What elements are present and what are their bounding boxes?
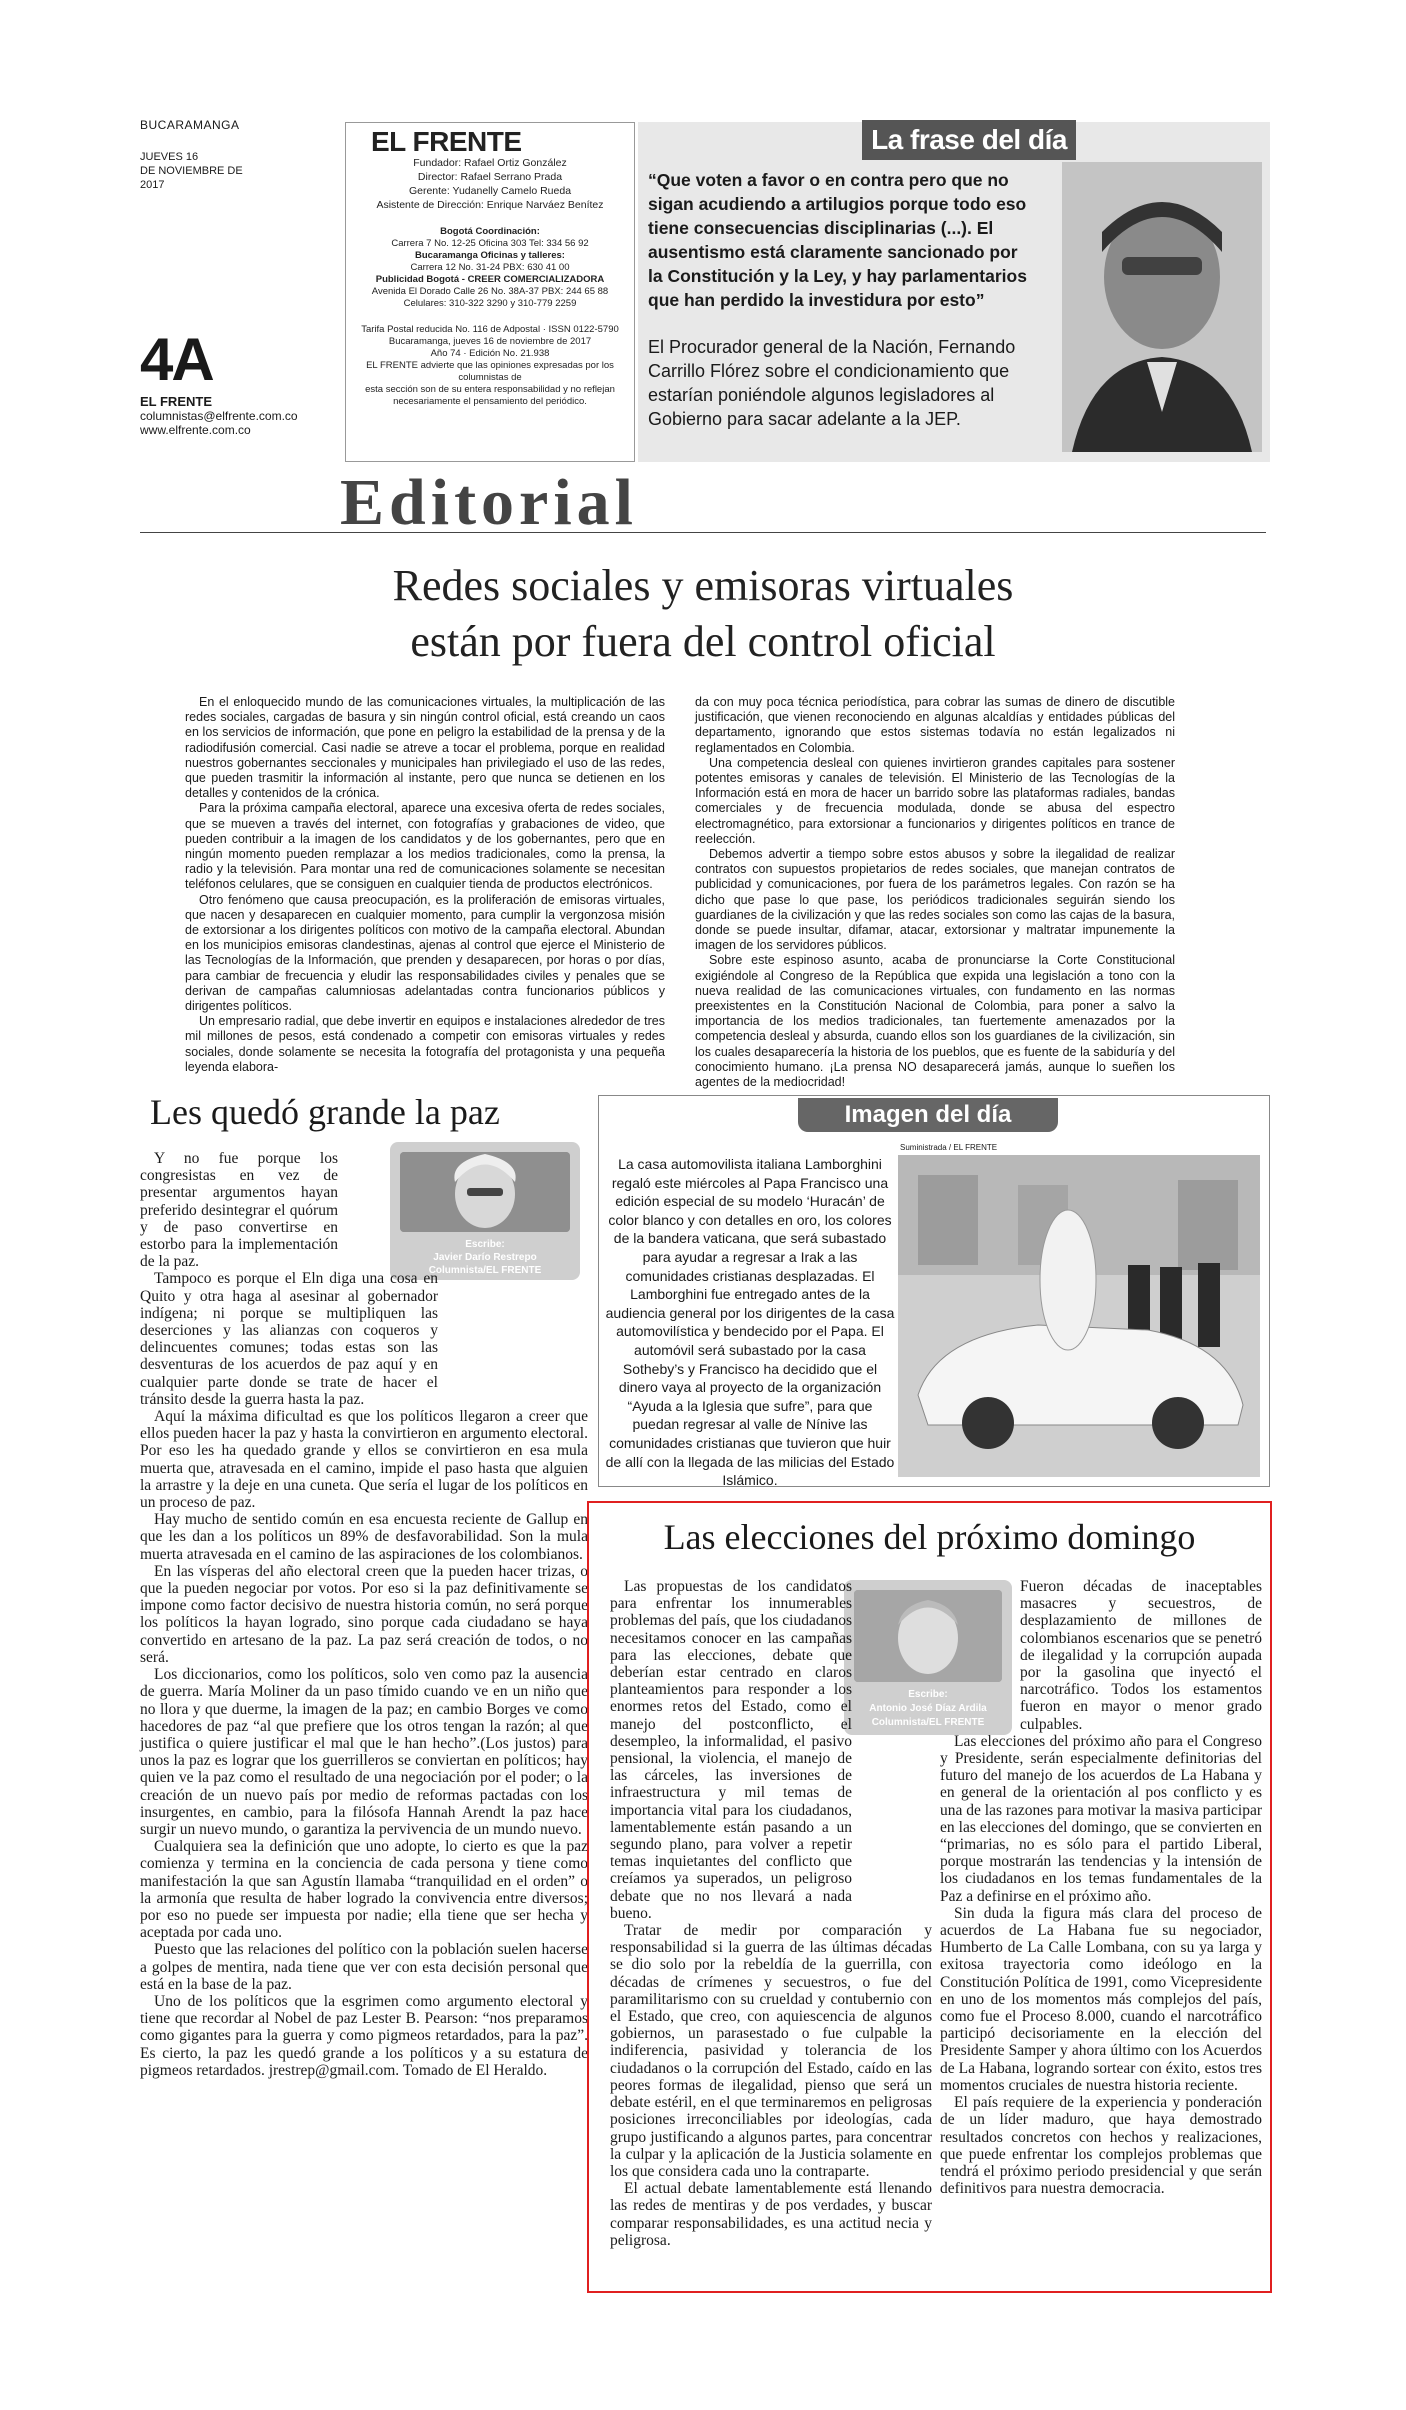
paragraph: Las elecciones del próximo año para el Congreso y Presidente, serán especialmente definitorias del futuro del manejo de los acuerdos de La Habana y en general de la orientación al pos conflicto y es una de las razones para motivar la masiva participar en las elecciones del domingo, que se convierten en “primarias, no es sólo para el partido Liberal, porque mostrarán las tendencias y la intensión de los ciudadanos en los temas fundamentales de la Paz a definirse en el próximo año. xyxy=(940,1732,1262,1905)
author-label: Escribe: xyxy=(908,1689,948,1700)
legal-notes xyxy=(356,324,624,408)
column-body-left xyxy=(610,1578,932,2249)
publication-info xyxy=(140,395,298,437)
section-heading: Editorial xyxy=(340,466,639,539)
paragraph: Uno de los políticos que la esgrimen como argumento electoral y tiene que recordar al Nobel de paz Lester B. Pearson: “nos preparamos como gigantes para la guerra y como pigmeos retardados, para la paz”. Es cierto, la paz les quedó grande a los políticos y a su estatura de pigmeos retardados. jrestrep@gmail.com. Tomado de El Heraldo. xyxy=(140,1992,588,2079)
paragraph: En el enloquecido mundo de las comunicaciones virtuales, la multiplicación de las redes sociales, cargadas de basura y sin ningún control oficial, está creando un caos en los servicios de información, que pone en peligro la estabilidad de la prensa y de la radiodifusión comercial. Casi nadie se atreve a tocar el problema, porque en realidad nuestros gobernantes seccionales y municipales han privilegiado el uso de las redes, que pueden trasmitir la información al instante, pero que nunca se detienen en los detalles y contenidos de la crónica. xyxy=(185,695,665,801)
paragraph: Tampoco es porque el Eln diga una cosa en Quito y otra haga al asesinar al gobernador indígena; ni porque se multipliquen las deserciones y las alianzas con coqueros y delincuentes comunes; todas estas son las desventuras de los acuerdos de paz aquí y en cualquier parte donde se trate de hacer el tránsito desde la guerra hasta la paz. xyxy=(140,1270,438,1408)
paragraph: Fueron décadas de inaceptables masacres y secuestros, de desplazamiento de millones de colombianos escenarios que se penetró de ilegalidad y la corrupción aupada por la gasolina que inyectó el narcotráfico. Todos los estamentos fueron en mayor o menor grado culpables. xyxy=(1020,1578,1262,1733)
paper-name: EL FRENTE xyxy=(371,126,522,157)
car-photo-illustration xyxy=(898,1155,1260,1477)
website-link[interactable]: www.elfrente.com.co xyxy=(140,423,251,437)
contact-line: Avenida El Dorado Calle 26 No. 38A-37 PBX: 244 65 88 xyxy=(371,286,609,297)
paragraph: Sin duda la figura más clara del proceso de acuerdos de La Habana fue su negociador, Humberto de La Calle Lombana, con su ya larga y exitosa trayectoria como ideólogo en la Constitución Política de 1991, como Vicepresidente en uno de los momentos más complejos del país, como fue el Proceso 8.000, cuando el narcotráfico participó decisoriamente en la elección del Presidente Samper y ahora último con los Acuerdos de La Habana, logrando sortear con éxito, estos tres momentos cruciales de nuestra historia reciente. xyxy=(940,1904,1262,2094)
staff-info-box xyxy=(345,122,635,462)
author-name: Antonio José Díaz Ardila xyxy=(869,1703,987,1714)
contact-list xyxy=(356,226,624,310)
column-title: Las elecciones del próximo domingo xyxy=(663,1517,1196,1557)
editorial-title-line: Redes sociales y emisoras virtuales xyxy=(392,561,1014,610)
column-title: Les quedó grande la paz xyxy=(150,1092,500,1132)
column-body xyxy=(140,1150,588,2079)
paper-name-small: EL FRENTE xyxy=(140,394,212,409)
author-label: Escribe: xyxy=(465,1239,505,1250)
photo-credit: Suministrada / EL FRENTE xyxy=(900,1143,998,1152)
author-role: Columnista/EL FRENTE xyxy=(871,1717,985,1728)
page-number: 4A xyxy=(140,326,213,393)
staff-line: Director: Rafael Serrano Prada xyxy=(417,171,563,183)
paragraph: Una competencia desleal con quienes invirtieron grandes capitales para sostener potentes emisoras y canales de televisión. El Ministerio de las Tecnologías de la Información está en mora de hacer un barrido sobre las plataformas radiales, bandas comerciales y de frecuencia modulada, donde se abusa del espectro electromagnético, para extorsionar a funcionarios y dirigentes políticos en trance de reelección. xyxy=(695,755,1175,846)
image-of-day-title: Imagen del día xyxy=(798,1098,1058,1132)
city-label: BUCARAMANGA xyxy=(140,118,240,132)
column-body-right xyxy=(940,1578,1262,2197)
quote-caption: El Procurador general de la Nación, Fernando Carrillo Flórez sobre el condicionamiento que estarían poniéndole algunos legisladores al Gobierno para sacar adelante a la JEP. xyxy=(648,337,1016,429)
staff-list xyxy=(356,156,624,212)
paragraph: Otro fenómeno que causa preocupación, es la proliferación de emisoras virtuales, que nacen y desaparecen en cualquier momento, para cumplir la vergonzosa misión de extorsionar a los dirigentes políticos con motivo de la campaña electoral. Abundan en los municipios emisoras clandestinas, ajenas al control que ejerce el Ministerio de las Tecnologías de la Información, que prenden y desaparecen, por horas o por días, para cambiar de frecuencia y eludir las responsabilidades civiles y penales que se derivan de campañas calumniosas adelantadas contra funcionarios públicos y dirigentes políticos. xyxy=(185,892,665,1014)
paragraph: Un empresario radial, que debe invertir en equipos e instalaciones alrededor de tres mil millones de pesos, está condenado a competir con emisoras virtuales y redes sociales, donde solamente se necesita la fotografía del protagonista y una pequeña leyenda elabora- xyxy=(185,1014,665,1074)
paragraph: Los diccionarios, como los políticos, solo ven como paz la ausencia de guerra. María Moliner da un paso tímido cuando ve en un niño que no llora y que duerme, la imagen de la paz; en cambio Borges ve como hacedores de paz “al que prefiere que los otros tengan la razón; al que justifica o quiere justificar el mal que le han hecho”.(Los justos) para unos la paz es lograr que los guerrilleros se conviertan en políticos; hay quien ve la paz como el resultado de una negociación por el poder; o la creación de un nuevo país por medio de reformas pactadas con los insurgentes, en cambio, para la filósofa Hannah Arendt la paz hace surgir un nuevo mundo, o garantiza la pervivencia de un mundo nuevo. xyxy=(140,1666,588,1838)
paragraph: Las propuestas de los candidatos para enfrentar los innumerables problemas del país, que los ciudadanos necesitamos conocer en las campañas para las elecciones, debate que deberían estar centrado en claros planteamientos para responder a los enormes retos del Estado, como el manejo del postconflicto, el desempleo, la informalidad, el pasivo pensional, la violencia, el manejo de las cárceles, las inversiones de infraestructura y mil temas de importancia vital para los ciudadanos, lamentablemente están pasando a un segundo plano, para volver a repetir temas inquietantes del conflicto que creíamos ya superados, un peligroso debate que no nos llevará a nada bueno. xyxy=(610,1578,852,1922)
legal-line: esta sección son de su entera responsabilidad y no reflejan xyxy=(365,384,615,395)
paragraph: El país requiere de la experiencia y ponderación de un líder maduro, que haya demostrado resultados concretos con hechos y realizaciones, que puede enfrentar los complejos problemas que tendrá el próximo periodo presidencial y que serán definitivos para nuestra democracia. xyxy=(940,2094,1262,2198)
contact-line: Bucaramanga Oficinas y talleres: xyxy=(415,250,565,261)
legal-line: Tarifa Postal reducida No. 116 de Adpostal · ISSN 0122-5790 xyxy=(361,324,619,335)
editorial-title-line: están por fuera del control oficial xyxy=(410,617,996,666)
legal-line: Bucaramanga, jueves 16 de noviembre de 2017 xyxy=(388,336,592,347)
staff-line: Gerente: Yudanelly Camelo Rueda xyxy=(408,185,572,197)
paragraph: Hay mucho de sentido común en esa encuesta reciente de Gallup en que les dan a los políticos un 89% de desfavorabilidad. Son la mula muerta atravesada en el camino de las aspiraciones de los colombianos. xyxy=(140,1511,588,1563)
quote-text: “Que voten a favor o en contra pero que no sigan acudiendo a artilugios porque todo eso tiene consecuencias disciplinarias (...). El ausentismo está claramente sancionado por la Constitución y la Ley, y hay parlamentarios que han perdido la investidura por esto” xyxy=(648,170,1027,310)
contact-line: Carrera 12 No. 31-24 PBX: 630 41 00 xyxy=(410,262,570,273)
speaker-photo xyxy=(1062,162,1262,452)
photo-caption: La casa automovilista italiana Lamborghini regaló este miércoles al Papa Francisco una edición especial de su modelo ‘Huracán’ de color blanco y con detalles en oro, los colores de la bandera vaticana, que será subastado para ayudar a regresar a Irak a las comunidades cristianas desplazadas. El Lamborghini fue entregado antes de la audiencia general por los dirigentes de la casa automovilística y bendecido por el Papa. El automóvil será subastado por la casa Sotheby’s y Francisco ha decidido que el dinero vaya al proyecto de la organización “Ayuda a la Iglesia que sufre”, para que puedan regresar al valle de Nínive las comunidades cristianas que tuvieron que huir de allí con la llegada de las milicias del Estado Islámico. xyxy=(605,1156,895,1489)
editorial-column-right xyxy=(695,695,1175,1090)
contact-line: Bogotá Coordinación: xyxy=(440,226,540,237)
paragraph: Para la próxima campaña electoral, aparece una excesiva oferta de redes sociales, que se mueven a través del internet, con fotografías y grabaciones de video, que pueden contribuir a la imagen de los candidatos y de los gobernantes, pero que en ningún momento pueden remplazar a los medios tradicionales, como la prensa, la radio y la televisión. Para montar una red de comunicaciones solamente se necesitan teléfonos celulares, que se consiguen en cualquier tienda de productos electrónicos. xyxy=(185,801,665,892)
portrait-illustration xyxy=(1062,162,1262,452)
paragraph: Sobre este espinoso asunto, acaba de pronunciarse la Corte Constitucional exigiéndole al Congreso de la República que expida una legislación a tono con la nueva realidad de las comunicaciones virtuales, con fundamento en las normas preexistentes en la Constitución Nacional de Colombia, para poner a salvo la importancia de los medios tradicionales, tan fuertemente amenazados por la competencia desleal y absurda, cuando ellos son los guardianes de la civilización, sin los cuales desaparecería la historia de los pueblos, que es fuente de la sabiduría y del conocimiento humano. ¡La prensa NO desaparecerá jamás, aunque lo sueñen los agentes de la mediocridad! xyxy=(695,953,1175,1090)
editorial-title xyxy=(140,558,1266,670)
date-line-2: DE NOVIEMBRE DE 2017 xyxy=(140,165,243,191)
legal-line: necesariamente el pensamiento del periódico. xyxy=(393,396,587,407)
staff-line: Fundador: Rafael Ortiz González xyxy=(413,157,567,169)
date-line-1: JUEVES 16 xyxy=(140,151,199,163)
news-photo xyxy=(898,1155,1260,1477)
paragraph: El actual debate lamentablemente está llenando las redes de mentiras y de pos verdades, y buscar comparar responsabilidades, es una actitud necia y peligrosa. xyxy=(610,2180,932,2249)
paragraph: Puesto que las relaciones del político con la población suelen hacerse a golpes de mentira, nada tiene que ver con esta decisión personal que está en la base de la paz. xyxy=(140,1941,588,1993)
quote-of-day-title: La frase del día xyxy=(862,120,1076,160)
paragraph: da con muy poca técnica periodística, para cobrar las sumas de dinero de discutible justificación, que vienen reconociendo en algunas alcaldías y entidades públicas del departamento, ignorando que estos sistemas todavía no están legalizados ni reglamentados en Colombia. xyxy=(695,695,1175,755)
legal-line: EL FRENTE advierte que las opiniones expresadas por los columnistas de xyxy=(366,360,614,383)
paragraph: Debemos advertir a tiempo sobre estos abusos y sobre la ilegalidad de realizar contratos con supuestos propietarios de redes sociales, que manejan contratos de publicidad y comunicaciones, por fuera de los parámetros legales. Con razón se ha dicho que pase lo que pase, los periódicos tradicionales seguirán siendo los guardianes de la civilización y que las redes sociales son como las cajas de la basura, donde se puede insultar, difamar, atacar, extorsionar y maltratar impunemente la imagen de los servidores públicos. xyxy=(695,847,1175,953)
staff-line: Asistente de Dirección: Enrique Narváez Benítez xyxy=(376,199,604,211)
editorial-column-left xyxy=(185,695,665,1075)
paragraph: Cualquiera sea la definición que uno adopte, lo cierto es que la paz comienza y termina en la conciencia de cada persona y tiene como manifestación la que san Agustín llamaba “tranquilidad en el orden” o la armonía que resulta de haber logrado la convivencia entre diversos; por eso no puede ser impuesta por nadie; ella tiene que ser hecha y aceptada por cada uno. xyxy=(140,1838,588,1942)
paragraph: Y no fue porque los congresistas en vez de presentar argumentos hayan preferido desintegrar el quórum y de paso convertirse en estorbo para la implementación de la paz. xyxy=(140,1150,338,1271)
paragraph: Aquí la máxima dificultad es que los políticos llegaron a creer que ellos pueden hacer la paz y hasta la convirtieron en argumento electoral. Por eso les ha quedado grande y ellos se convirtieron en esa mula muerta que, atravesada en el camino, impide el paso hasta que alguien la arrastre y la deje en una cuneta. Que sería el lugar de los políticos en un proceso de paz. xyxy=(140,1408,588,1512)
author-role: Columnista/EL FRENTE xyxy=(428,1265,542,1276)
legal-line: Año 74 · Edición No. 21.938 xyxy=(430,348,550,359)
author-name: Javier Darío Restrepo xyxy=(433,1252,537,1263)
date-label xyxy=(140,150,270,192)
contact-line: Carrera 7 No. 12-25 Oficina 303 Tel: 334 56 92 xyxy=(391,238,589,249)
paragraph: Tratar de medir por comparación y responsabilidad si la guerra de las últimas décadas se dio solo por la rebeldía de la guerrilla, con décadas de crímenes y secuestros, o fue del paramilitarismo con su crueldad y contubernio con el Estado, que creo, con aquiescencia de algunos gobiernos, un parasestado o fue culpable la indiferencia, pasividad y tolerancia de los ciudadanos o la corrupción del Estado, caído en las peores formas de ilegalidad, pienso que será un debate estéril, en el que terminaremos en peligrosas posiciones irreconciliables por ideologías, cada grupo justificando a algunos partes, para concentrar la culpar y la aplicación de la Justicia solamente en los que considera cada uno la contraparte. xyxy=(610,1922,932,2180)
paragraph: En las vísperas del año electoral creen que la pueden hacer trizas, o que la pueden negociar por votos. Por eso si la paz definitivamente se impone como factor decisivo de nuestra historia común, no será porque los políticos la hayan logrado, sino porque cada ciudadano se haya convertido en artesano de la paz. La paz será creación de todos, o no será. xyxy=(140,1562,588,1666)
email-link[interactable]: columnistas@elfrente.com.co xyxy=(140,409,298,423)
contact-line: Publicidad Bogotá - CREER COMERCIALIZADORA xyxy=(375,274,605,285)
editorial-divider xyxy=(140,472,1266,533)
contact-line: Celulares: 310-322 3290 y 310-779 2259 xyxy=(403,298,577,309)
